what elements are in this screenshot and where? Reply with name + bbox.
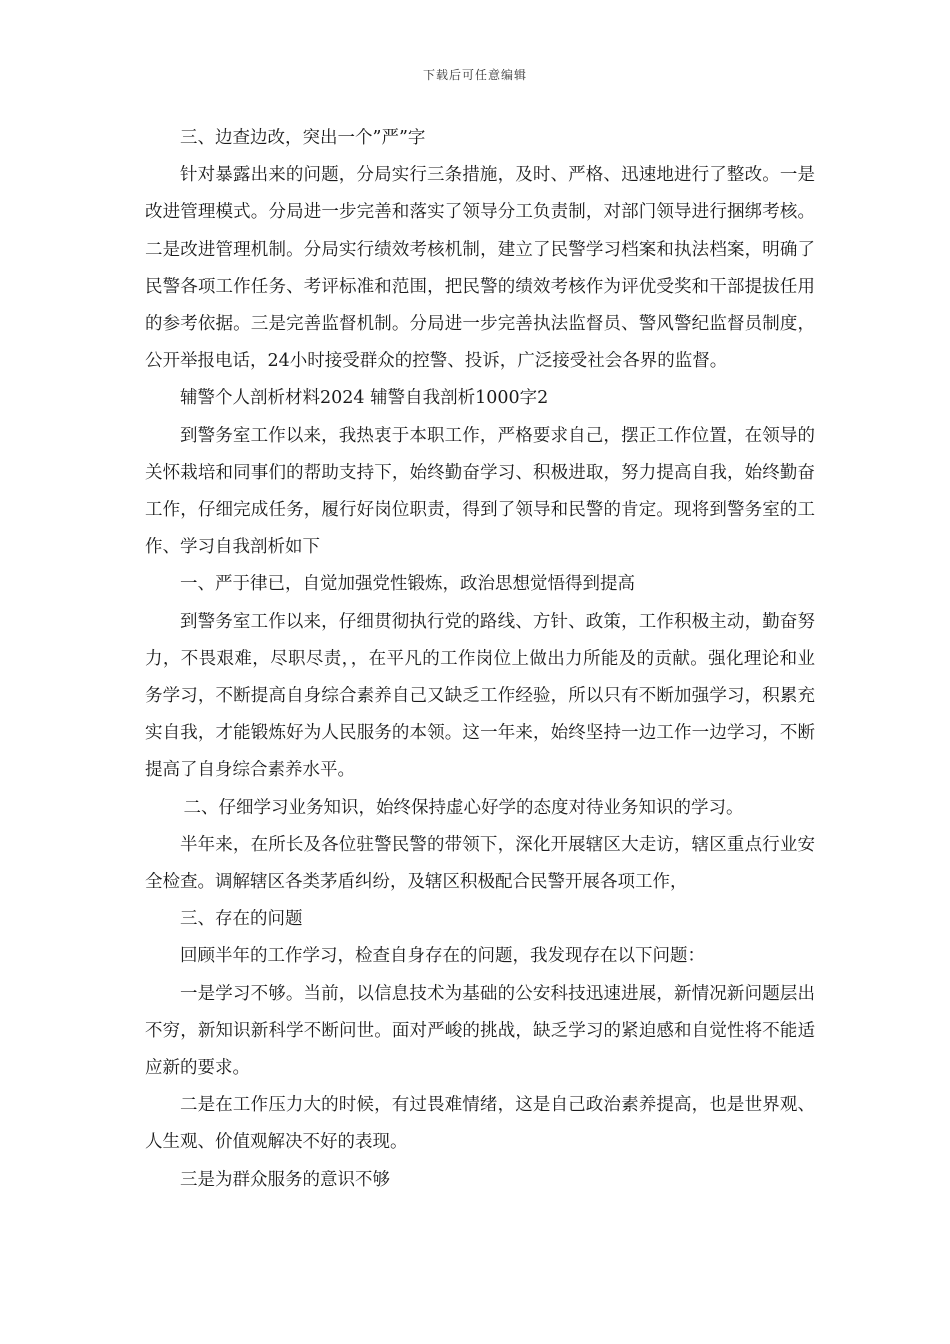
section-heading: 三、边查边改，突出一个”严”字	[180, 128, 426, 148]
body-paragraph: 针对暴露出来的问题，分局实行三条措施，及时、严格、迅速地进行了整改。一是改进管理模式。分局进一步完善和落实了领导分工负责制，对部门领导进行捆绑考核。二是改进管理机制。分局实行绩效考核机制，建立了民警学习档案和执法档案，明确了民警各项工作任务、考评标准和范围，把民警的绩效考核作为评优受奖和干部提拔任用的参考依据。三是完善监督机制。分局进一步完善执法监督员、警风警纪监督员制度，公开举报电话，24小时接受群众的控警、投诉，广泛接受社会各界的监督。	[145, 165, 815, 372]
page-header-note: 下载后可任意编辑	[422, 68, 527, 82]
body-paragraph: 一是学习不够。当前，以信息技术为基础的公安科技迅速进展，新情况新问题层出不穷，新知识新科学不断问世。面对严峻的挑战，缺乏学习的紧迫感和自觉性将不能适应新的要求。	[145, 983, 815, 1079]
section-heading: 三、存在的问题	[180, 909, 303, 930]
body-paragraph: 回顾半年的工作学习，检查自身存在的问题，我发现存在以下问题：	[180, 946, 705, 967]
body-paragraph: 二是在工作压力大的时候，有过畏难情绪，这是自己政治素养提高，也是世界观、人生观、价值观解决不好的表现。	[145, 1095, 815, 1153]
body-paragraph: 到警务室工作以来，仔细贯彻执行党的路线、方针、政策，工作积极主动，勤奋努力，不畏艰难，尽职尽责，，在平凡的工作岗位上做出力所能及的贡献。强化理论和业务学习，不断提高自身综合素养自己又缺乏工作经验，所以只有不断加强学习，积累充实自我，才能锻炼好为人民服务的本领。这一年来，始终坚持一边工作一边学习，不断提高了自身综合素养水平。	[145, 611, 815, 781]
body-paragraph: 到警务室工作以来，我热衷于本职工作，严格要求自己，摆正工作位置，在领导的关怀栽培和同事们的帮助支持下，始终勤奋学习、积极进取，努力提高自我，始终勤奋工作，仔细完成任务，履行好岗位职责，得到了领导和民警的肯定。现将到警务室的工作、学习自我剖析如下	[145, 425, 815, 558]
body-paragraph: 三是为群众服务的意识不够	[180, 1169, 390, 1190]
section-heading: 二、仔细学习业务知识，始终保持虚心好学的态度对待业务知识的学习。	[183, 797, 744, 818]
document-body	[145, 120, 815, 1199]
section-heading: 一、严于律已，自觉加强党性锻炼，政治思想觉悟得到提高	[180, 574, 635, 595]
document-title: 辅警个人剖析材料2024 辅警自我剖析1000字2	[180, 388, 549, 409]
body-paragraph: 半年来，在所长及各位驻警民警的带领下，深化开展辖区大走访，辖区重点行业安全检查。调解辖区各类茅盾纠纷，及辖区积极配合民警开展各项工作，	[145, 834, 815, 893]
